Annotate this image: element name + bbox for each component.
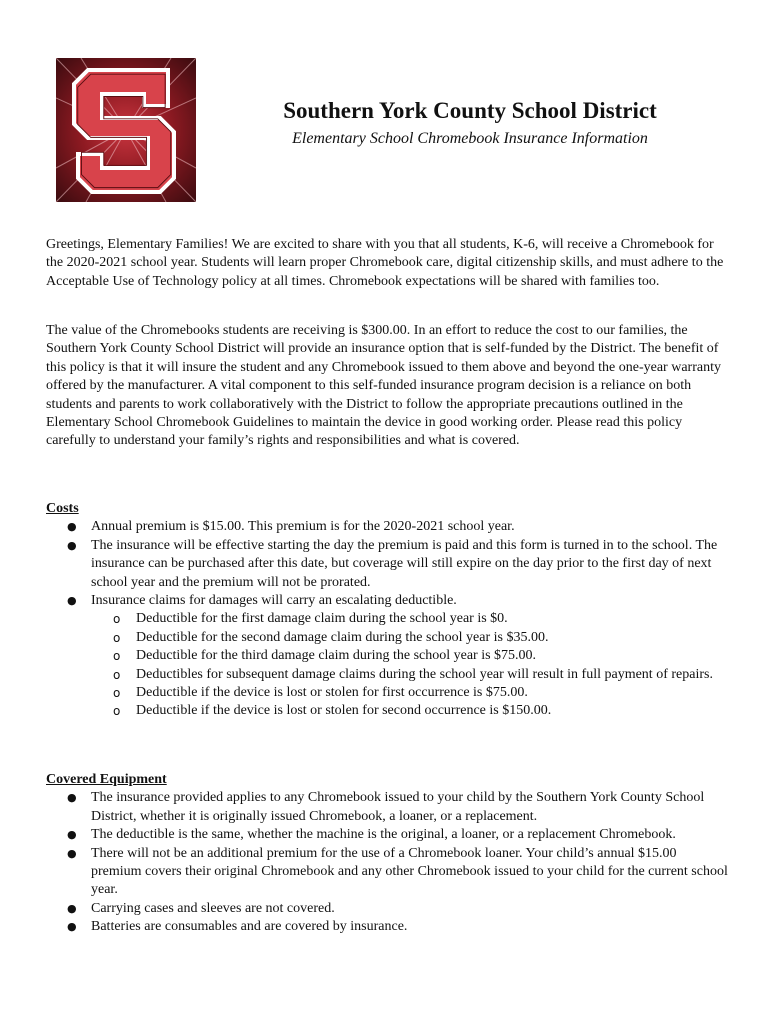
sub-list-item: o Deductible for the first damage claim during the school year is $0.: [46, 610, 730, 628]
list-item: ● There will not be an additional premium for the use of a Chromebook loaner. Your child’s annual $15.00 premium covers their original Chromebook and any other Chromebook issued to your child for the current school year.: [46, 845, 730, 900]
sub-list-item: o Deductible for the second damage claim during the school year is $35.00.: [46, 629, 730, 647]
list-item: ● Annual premium is $15.00. This premium is for the 2020-2021 school year.: [46, 518, 730, 536]
page-subtitle: Elementary School Chromebook Insurance Information: [292, 130, 648, 147]
covered-equipment-list: [46, 789, 730, 936]
costs-heading: Costs: [46, 501, 79, 516]
sub-list-item: o Deductibles for subsequent damage claims during the school year will result in full payment of repairs.: [46, 666, 730, 684]
covered-equipment-heading: Covered Equipment: [46, 772, 167, 787]
list-item: ● Batteries are consumables and are covered by insurance.: [46, 918, 730, 936]
sub-list-item: o Deductible if the device is lost or stolen for second occurrence is $150.00.: [46, 702, 730, 720]
list-item: ● The insurance will be effective starting the day the premium is paid and this form is turned in to the school. The insurance can be purchased after this date, but coverage will still expire on the day prior to the first day of next school year and the premium will not be prorated.: [46, 537, 730, 592]
page-title: Southern York County School District: [283, 98, 657, 123]
list-item: ● Carrying cases and sleeves are not covered.: [46, 900, 730, 918]
costs-section: [46, 500, 730, 721]
list-item: ● The deductible is the same, whether the machine is the original, a loaner, or a replacement Chromebook.: [46, 826, 730, 844]
intro-paragraph-2: The value of the Chromebooks students are receiving is $300.00. In an effort to reduce the cost to our families, the Southern York County School District will provide an insurance option that is self-funded by the District. The benefit of this policy is that it will insure the student and any Chromebook issued to them above and beyond the one-year warranty offered by the manufacturer. A vital component to this self-funded insurance program decision is a reliance on both students and parents to work collaboratively with the District to follow the appropriate precautions outlined in the Elementary School Chromebook Guidelines to maintain the device in good working order. Please read this policy carefully to understand your family’s rights and responsibilities and what is covered.: [46, 323, 721, 449]
list-item: ● The insurance provided applies to any Chromebook issued to your child by the Southern York County School District, whether it is originally issued Chromebook, a loaner, or a replacement.: [46, 789, 730, 826]
covered-equipment-section: [46, 771, 730, 937]
sub-list-item: o Deductible if the device is lost or stolen for first occurrence is $75.00.: [46, 684, 730, 702]
s-letter-logo-icon: [56, 58, 196, 202]
sub-list-item: o Deductible for the third damage claim during the school year is $75.00.: [46, 647, 730, 665]
intro-paragraph-1: Greetings, Elementary Families! We are excited to share with you that all students, K-6, will receive a Chromebook for the 2020-2021 school year. Students will learn proper Chromebook care, digital citizenship skills, and must adhere to the Acceptable Use of Technology policy at all times. Chromebook expectations will be shared with families too.: [46, 237, 724, 289]
costs-list: [46, 518, 730, 720]
list-item: ● Insurance claims for damages will carry an escalating deductible.: [46, 592, 730, 610]
